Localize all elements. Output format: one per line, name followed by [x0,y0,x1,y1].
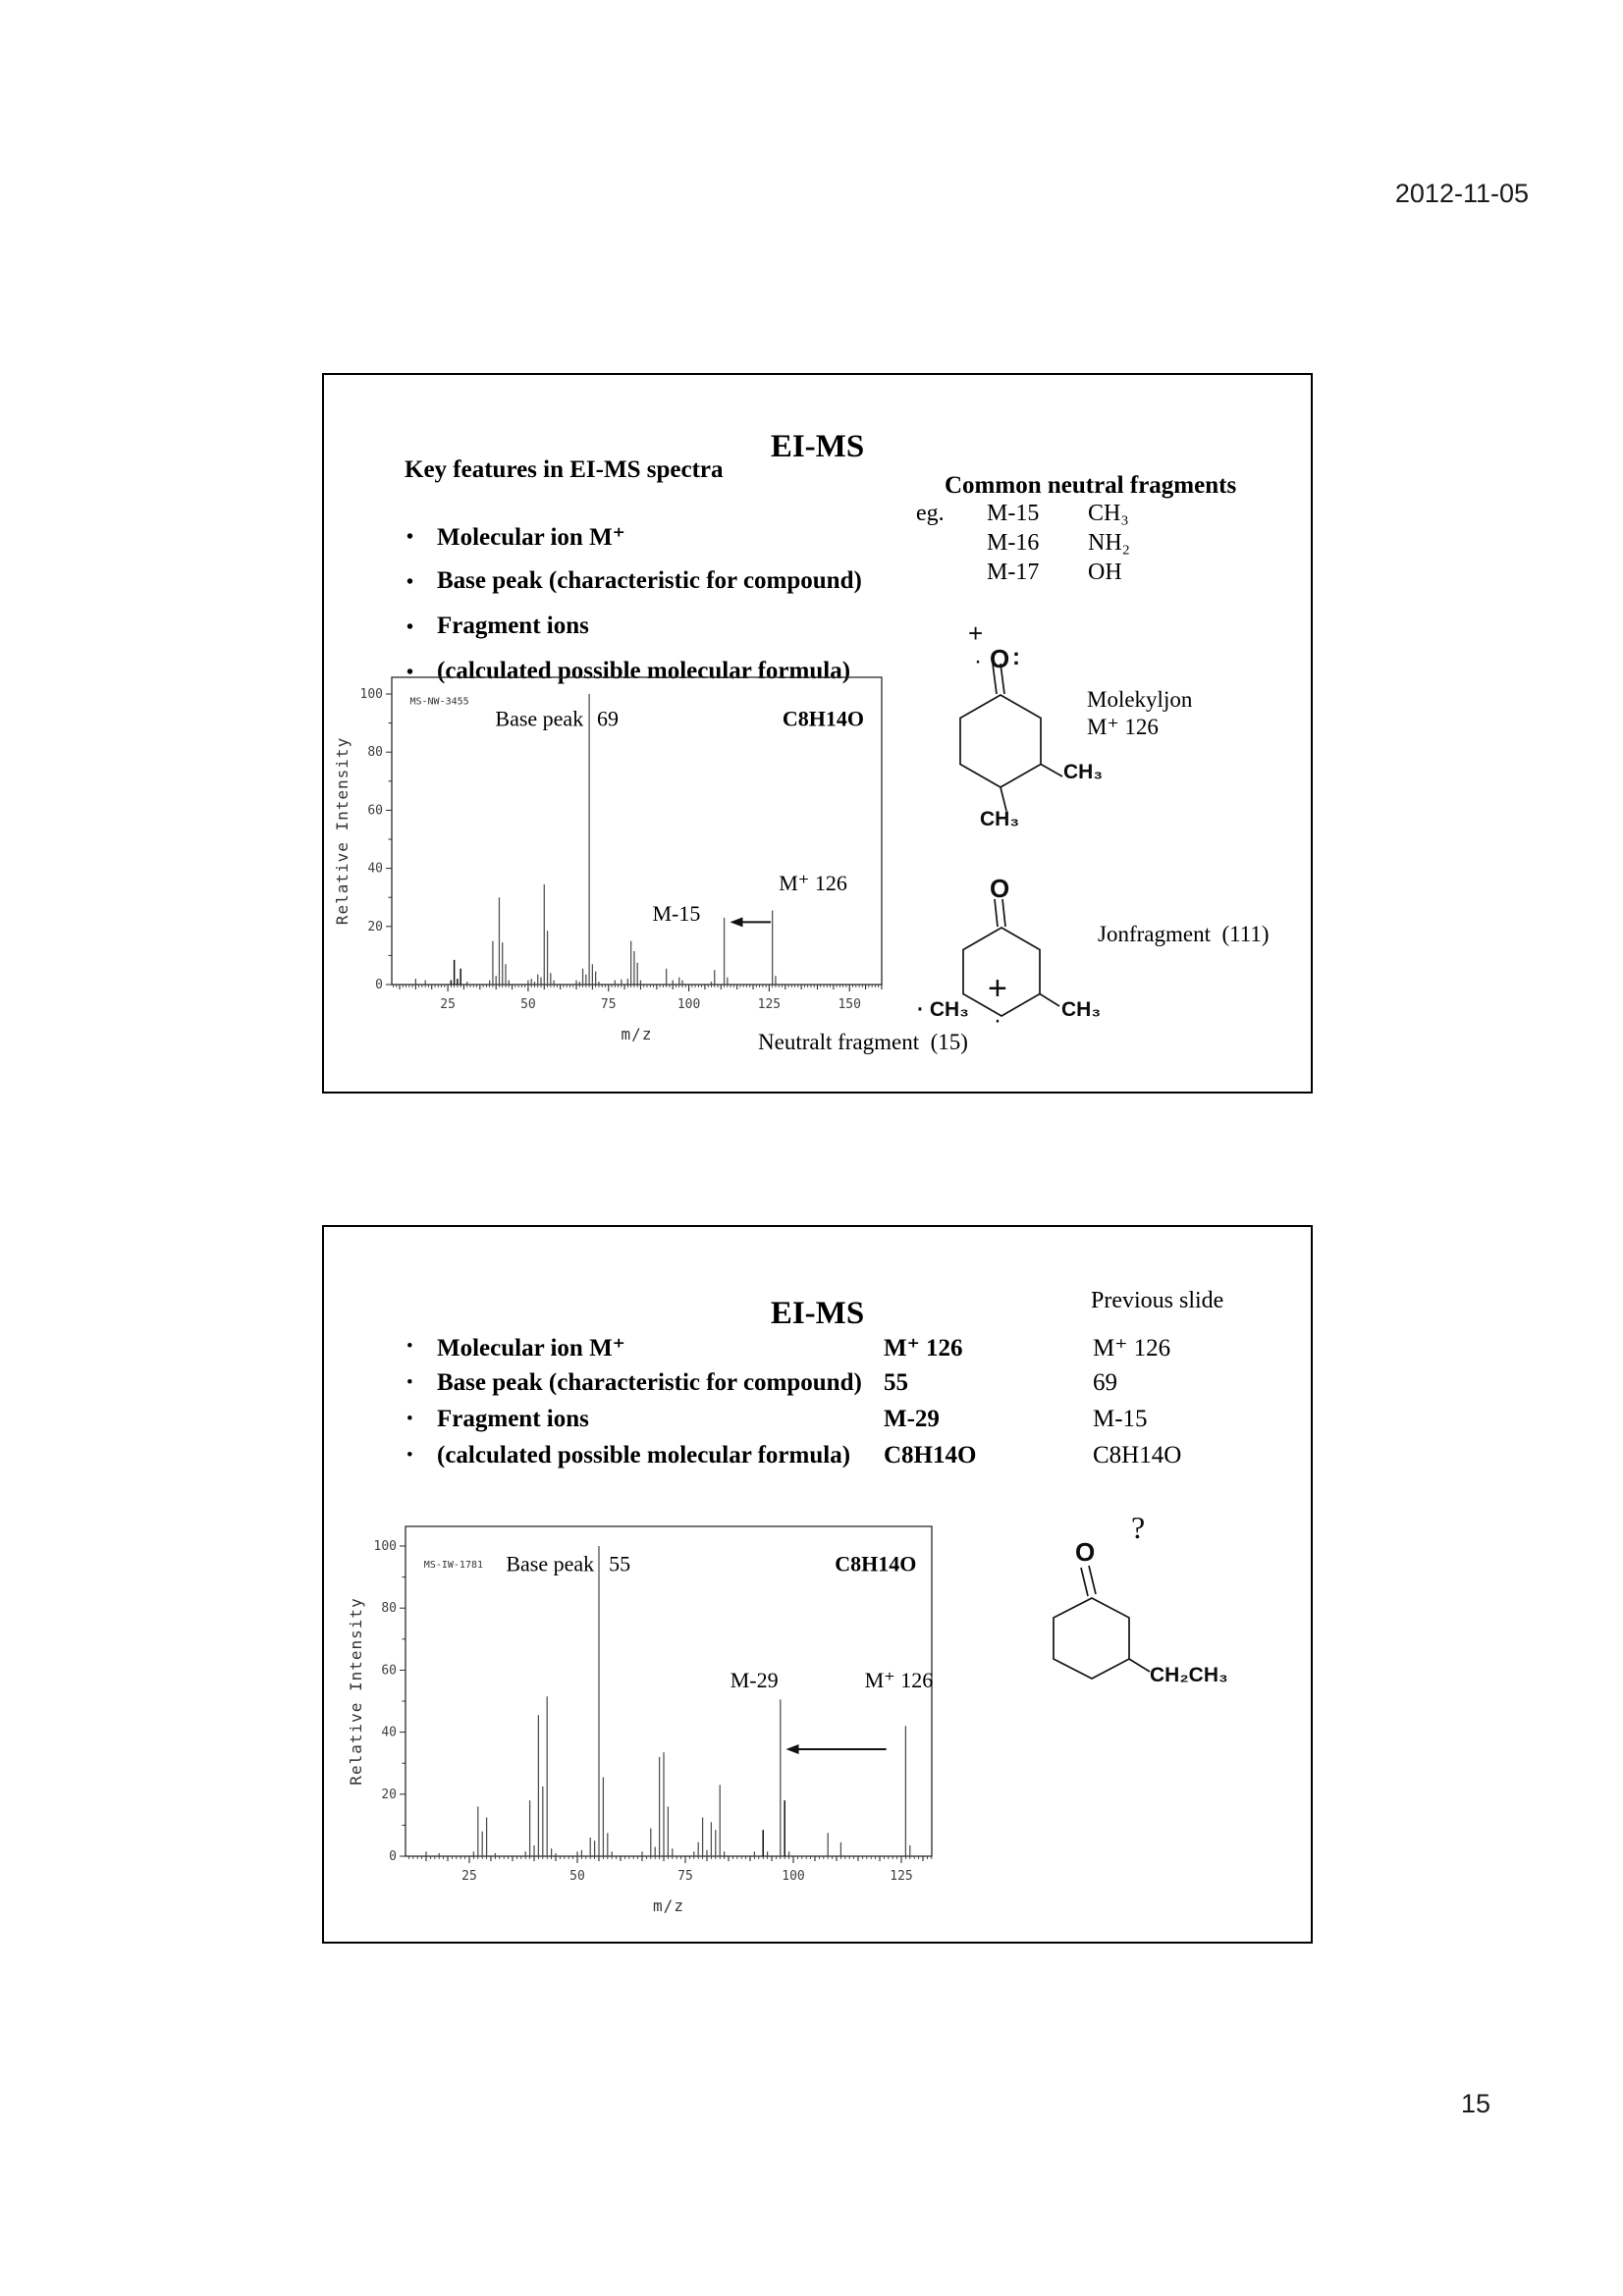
neutral-fragments-title: Common neutral fragments [945,472,1237,499]
x-tick-label: 125 [757,997,782,1012]
bond-line [1089,1566,1096,1594]
oxygen-label: O [990,874,1010,903]
methyl-label-bottom: CH₃ [980,808,1020,830]
row-previous-value: C8H14O [1093,1442,1182,1468]
y-tick-label: 20 [381,1787,397,1802]
molekyljon-label: Molekyljon [1087,687,1193,712]
slide-ei-ms-comparison [322,1225,1313,1944]
mass-spectrum-1 [324,663,903,1055]
y-tick-label: 40 [367,861,383,877]
y-tick-label: 0 [389,1849,397,1864]
molecule-unknown-compound [1021,1510,1296,1755]
methyl-label-right: CH₃ [1063,761,1104,783]
y-tick-label: 100 [359,687,383,702]
x-tick-label: 150 [838,997,861,1012]
row-value: C8H14O [884,1442,977,1468]
y-axis-title: Relative Intensity [333,736,352,926]
bond-line [1129,1659,1150,1672]
slide-ei-ms-overview [322,373,1313,1094]
bond-line [1081,1568,1088,1596]
x-tick-label: 50 [520,997,536,1012]
radical-dot: · [994,1007,1001,1034]
chart-annotation: C8H14O [835,1551,917,1576]
bullet-label: Molecular ion M⁺ [437,524,625,551]
bond-line [995,899,998,927]
fragment-row-formula: OH [1088,560,1122,585]
page-date: 2012-11-05 [1394,179,1529,208]
comparison-row [406,1406,1301,1442]
ethyl-label: CH₂CH₃ [1150,1664,1228,1686]
y-tick-label: 80 [367,745,383,761]
comparison-list [406,1333,1301,1478]
fragment-row-prefix: eg. [916,501,945,526]
fragment-arrow-head [730,917,742,927]
chart-annotation: MS-IW-1781 [423,1560,484,1572]
x-axis-title: m/z [653,1896,684,1915]
fragment-row-formula: CH₃ [1088,501,1129,526]
y-tick-label: 20 [367,919,383,934]
x-tick-label: 100 [676,997,701,1012]
fragment-row-ion: M-17 [987,560,1040,585]
y-tick-label: 60 [381,1663,397,1679]
radical-dot: · [974,648,982,674]
bullet-label: (calculated possible molecular formula) [437,658,851,684]
mass-spectrum-2 [339,1510,967,1937]
previous-slide-header: Previous slide [1091,1288,1224,1313]
plus-charge-label: + [968,618,984,648]
chart-annotation: M⁺ 126 [779,870,847,895]
row-label: • (calculated possible molecular formula) [437,1442,851,1468]
chart-annotation: M-15 [652,900,701,926]
comparison-row [406,1369,1301,1406]
chart-annotation: C8H14O [782,706,864,731]
question-mark: ? [1131,1510,1146,1545]
bullet-label: Base peak (characteristic for compound) [437,567,862,594]
ring-skeleton [960,695,1041,787]
fragment-arrow-head [786,1744,799,1754]
y-tick-label: 40 [381,1725,397,1740]
row-previous-value: M⁺ 126 [1093,1335,1171,1362]
fragment-row-ion: M-16 [987,530,1040,556]
y-axis-title: Relative Intensity [347,1597,365,1786]
neutral-fragment-label: Neutralt fragment (15) [758,1030,968,1054]
chart-annotation: Base peak [495,706,584,731]
chart-annotation: M⁺ 126 [864,1667,934,1692]
y-tick-label: 100 [373,1539,397,1554]
y-tick-label: 80 [381,1601,397,1617]
ring-skeleton [1054,1598,1129,1679]
row-previous-value: M-15 [1093,1406,1148,1432]
fragment-row-ion: M-15 [987,501,1040,526]
x-tick-label: 25 [461,1869,477,1884]
slide-title: EI-MS [770,429,865,465]
x-tick-label: 125 [890,1869,913,1884]
bond-line [1041,765,1062,777]
slide-subtitle: Key features in EI-MS spectra [405,456,724,483]
chart-annotation: 69 [596,706,619,731]
chart-annotation: M-29 [730,1667,779,1692]
row-value: M-29 [884,1406,940,1432]
molekyljon-mass-label: M⁺ 126 [1087,715,1159,739]
row-label: • Molecular ion M⁺ [437,1335,625,1362]
x-tick-label: 75 [677,1869,693,1884]
oxygen-label: O [1075,1537,1096,1567]
x-axis-title: m/z [621,1025,653,1043]
y-tick-label: 0 [375,978,383,992]
comparison-row [406,1333,1301,1369]
y-tick-label: 60 [367,803,383,819]
chart-annotation: Base peak [506,1551,595,1576]
lone-pair-label: : [1012,644,1020,670]
bond-line [1002,899,1005,927]
row-label: • Fragment ions [437,1406,589,1432]
slide-title: EI-MS [770,1296,865,1332]
x-tick-label: 50 [569,1869,585,1884]
x-tick-label: 100 [782,1869,805,1884]
x-tick-label: 75 [600,997,617,1012]
chart-annotation: 55 [609,1551,631,1576]
page-number: 15 [1461,2089,1491,2118]
comparison-row [406,1442,1301,1478]
row-previous-value: 69 [1093,1369,1117,1396]
row-value: M⁺ 126 [884,1335,963,1362]
ring-plus-charge-label: + [988,970,1007,1007]
chart-annotation: MS-NW-3455 [409,696,469,708]
bond-line [1040,994,1059,1007]
bullet-label: Fragment ions [437,613,589,639]
oxygen-label: O [990,644,1010,673]
fragment-row-formula: NH₂ [1088,530,1131,556]
x-tick-label: 25 [440,997,456,1012]
leaving-methyl-label: · CH₃ [917,998,969,1021]
jonfragment-label: Jonfragment (111) [1098,922,1270,946]
row-label: • Base peak (characteristic for compound) [437,1369,862,1396]
row-value: 55 [884,1369,908,1396]
methyl-label-right: CH₃ [1061,998,1102,1021]
